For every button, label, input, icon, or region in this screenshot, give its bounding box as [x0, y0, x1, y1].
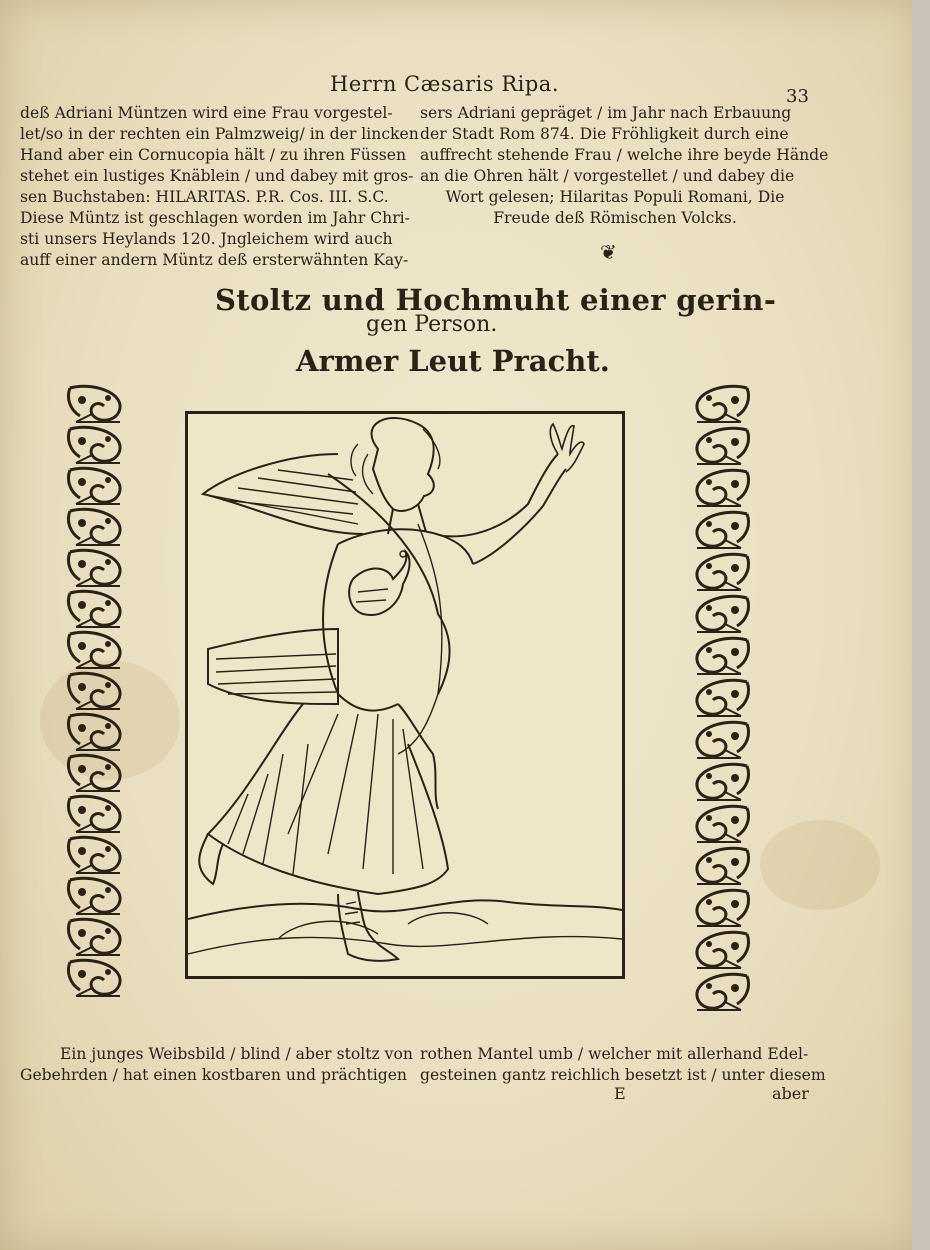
ornament-unit [697, 932, 749, 968]
ornament-unit [697, 974, 749, 1010]
ornament-unit [697, 890, 749, 926]
emblem-title: Stoltz und Hochmuht einer gerin- [215, 283, 777, 317]
ornament-unit [68, 960, 120, 996]
ornament-unit [697, 722, 749, 758]
footer-left-column [20, 1044, 413, 1086]
ornament-unit [68, 796, 120, 832]
ornament-unit [697, 638, 749, 674]
right-ornamental-border [687, 382, 755, 1014]
ornament-unit [68, 673, 120, 709]
text-line: Freude deß Römischen Volcks. [493, 209, 737, 227]
text-line: auff einer andern Müntz deß ersterwähnten Kay- [20, 251, 409, 269]
ornament-unit [697, 680, 749, 716]
ornament-unit [68, 878, 120, 914]
paper-stain [760, 820, 880, 910]
ornament-unit [68, 714, 120, 750]
ornament-unit [68, 591, 120, 627]
text-line: Wort gelesen; Hilaritas Populi Romani, Die [445, 188, 785, 206]
ornament-unit [68, 755, 120, 791]
text-line: auffrecht stehende Frau / welche ihre beyde Hände [420, 146, 829, 164]
right-text-column [420, 103, 829, 229]
page-number: 33 [786, 86, 809, 107]
ornament-unit [68, 386, 120, 422]
catchword: aber [772, 1084, 809, 1103]
ornament-unit [68, 468, 120, 504]
text-line: sers Adriani gepräget / im Jahr nach Erbauung [420, 104, 792, 122]
ornament-unit [697, 596, 749, 632]
text-line: Gebehrden / hat einen kostbaren und prächtigen [20, 1066, 407, 1084]
text-line: sen Buchstaben: HILARITAS. P.R. Cos. III. S.C. [20, 188, 389, 206]
ornament-unit [697, 554, 749, 590]
ornament-unit [697, 806, 749, 842]
text-line: an die Ohren hält / vorgestellet / und dabey die [420, 167, 795, 185]
text-line: deß Adriani Müntzen wird eine Frau vorgestel- [20, 104, 393, 122]
text-line: sti unsers Heylands 120. Jngleichem wird auch [20, 230, 393, 248]
left-ornamental-border [62, 382, 130, 1002]
section-ornament: ❦ [600, 240, 617, 264]
signature-mark: E [614, 1084, 626, 1103]
ornament-unit [68, 919, 120, 955]
ornament-unit [68, 550, 120, 586]
ornament-unit [68, 837, 120, 873]
scan-background-edge [912, 0, 930, 1250]
text-line: stehet ein lustiges Knäblein / und dabey mit gros- [20, 167, 414, 185]
woodcut-illustration [185, 411, 625, 979]
text-line: Hand aber ein Cornucopia hält / zu ihren Füssen [20, 146, 407, 164]
text-line: Ein junges Weibsbild / blind / aber stoltz von [60, 1045, 413, 1063]
text-line: gesteinen gantz reichlich besetzt ist / unter diesem [420, 1066, 826, 1084]
ornament-unit [697, 428, 749, 464]
text-line: let/so in der rechten ein Palmzweig/ in der lincken [20, 125, 419, 143]
emblem-subtitle: Armer Leut Pracht. [296, 344, 610, 378]
emblem-title-continuation: gen Person. [366, 312, 498, 337]
ornament-unit [697, 512, 749, 548]
text-line: Diese Müntz ist geschlagen worden im Jahr Chri- [20, 209, 410, 227]
ornament-unit [68, 509, 120, 545]
footer-right-column [420, 1044, 826, 1086]
running-head: Herrn Cæsaris Ripa. [330, 72, 559, 96]
ornament-unit [697, 764, 749, 800]
woodcut-figure [188, 414, 622, 976]
text-line: rothen Mantel umb / welcher mit allerhand Edel- [420, 1045, 809, 1063]
ornament-unit [697, 470, 749, 506]
text-line: der Stadt Rom 874. Die Fröhligkeit durch eine [420, 125, 789, 143]
ornament-unit [68, 632, 120, 668]
ornament-unit [697, 848, 749, 884]
ornament-unit [68, 427, 120, 463]
ornament-unit [697, 386, 749, 422]
left-text-column [20, 103, 419, 271]
